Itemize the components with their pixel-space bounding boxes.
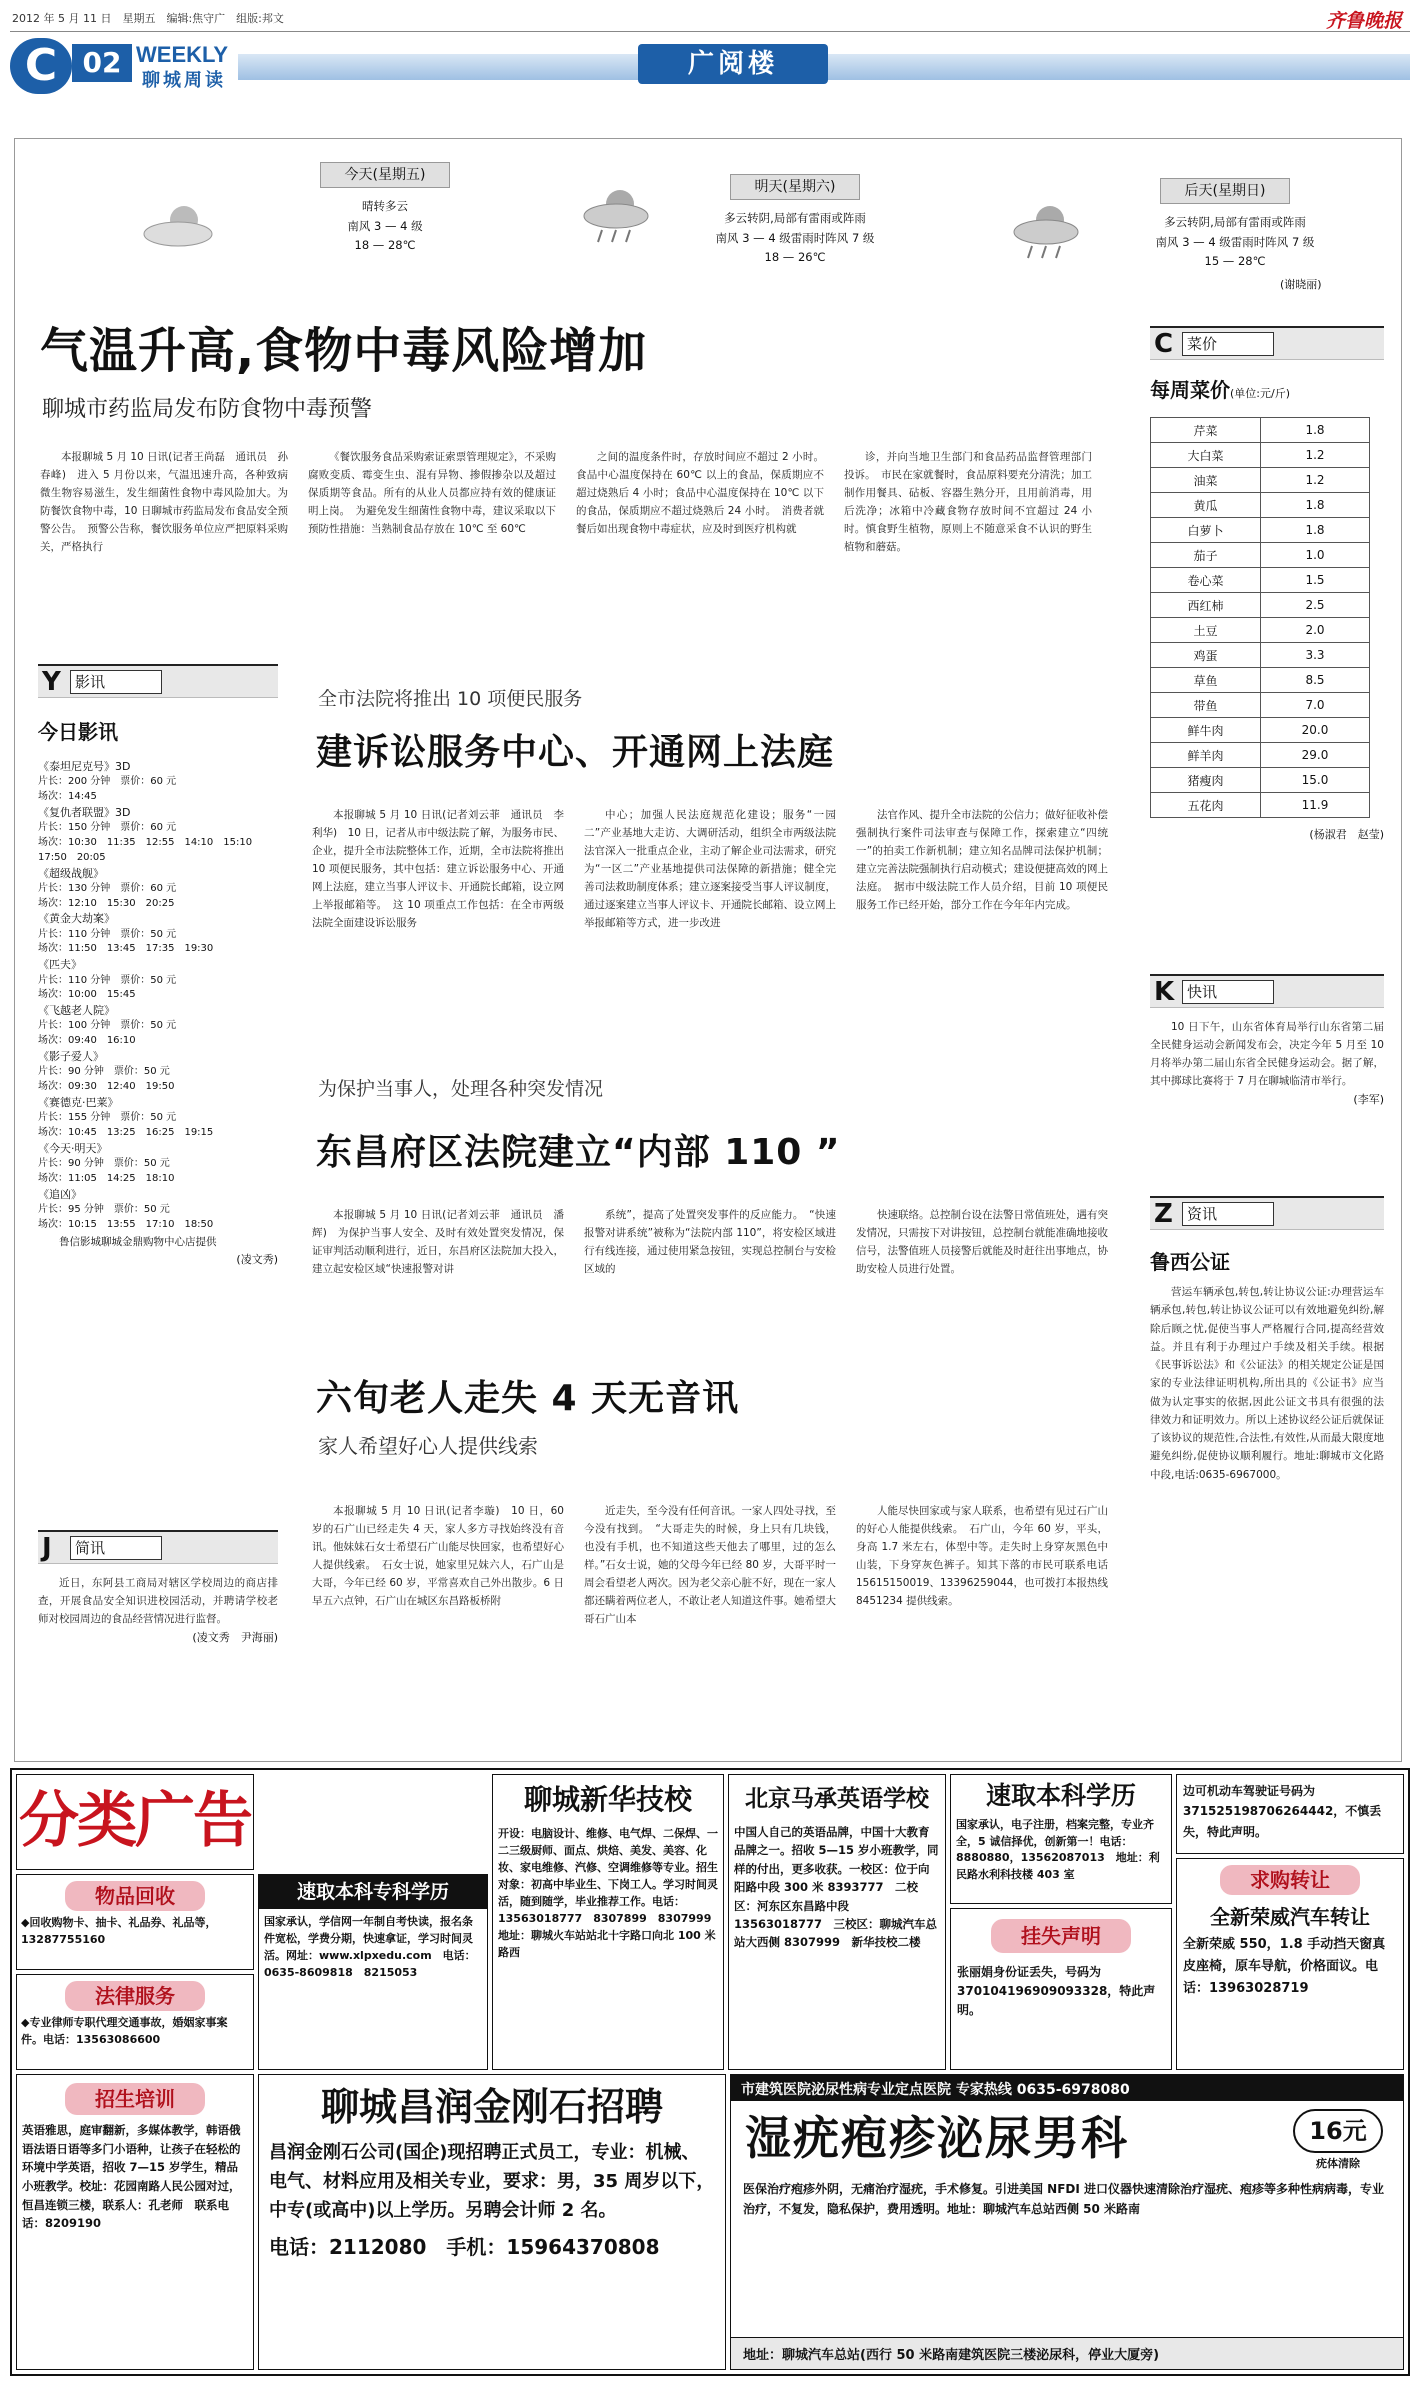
story-text: 中心；加强人民法庭规范化建设；服务“一园二”产业基地大走访、大调研活动，组织全市两级法院法官深入一批重点企业，主动了解企业司法需求，研究为“一区二”产业基地提供司法保障的新措施；健全完善司法救助制度体系；建立逐案接受当事人评议制度，通过逐案建立当事人评议卡、开通院长邮箱、设立网上举报邮箱等方式，进一步改进 [584, 809, 836, 930]
price-value: 1.0 [1261, 543, 1370, 568]
weather-temp: 15 — 28℃ [1204, 254, 1266, 268]
price-value: 8.5 [1261, 668, 1370, 693]
film-length-price: 片长：90 分钟 票价：50 元 [38, 1157, 170, 1169]
section-title: 广阅楼 [638, 44, 828, 84]
kuaixun-label: 快讯 [1182, 980, 1274, 1004]
ad-wupin-text: ◆回收购物卡、抽卡、礼品券、礼品等，13287755160 [21, 1916, 217, 1946]
brand-logo: 齐鲁晚报 [1325, 10, 1402, 32]
ad-sudu-title: 速取本科专科学历 [259, 1875, 487, 1909]
ad-mache-text: 中国人自己的英语品牌，中国十大教育品牌之一。招收 5—15 岁小班教学，同样的付出，更多收获。一校区：位于向阳路中段 300 米 8393777 二校区：河东区东昌路中段 13563018777 三校区：聊城汽车总站大西侧 8307999 新华技校二楼 [734, 1825, 939, 1950]
caijia-letter: C [1154, 328, 1174, 359]
story-text: 法官作风、提升全市法院的公信力；做好征收补偿强制执行案件司法审查与保障工作，探索建立“四统一”的拍卖工作新机制；建立知名品牌司法保护机制；建立完善法院强制执行启动模式；建设便捷高效的网上法庭。 据市中级法院工作人员介绍，目前 10 项便民服务工作已经开始，部分工作在今年年内完成。 [856, 809, 1108, 912]
caijia-box [1150, 326, 1384, 966]
page-number: 02 [72, 44, 132, 82]
film-showtimes: 场次：10:30 11:35 12:55 14:10 15:10 17:50 20:05 [38, 836, 263, 863]
film-length-price: 片长：95 分钟 票价：50 元 [38, 1203, 170, 1215]
price-row [1151, 568, 1370, 593]
ad-shizhen-price [1293, 2109, 1383, 2177]
ad-changrun-title: 聊城昌润金刚石招聘 [320, 2084, 663, 2129]
story4-col3 [856, 1502, 1108, 1752]
ad-shizhen-addr: 地址：聊城汽车总站(西行 50 米路南建筑医院三楼泌尿科，停业大厦旁) [731, 2337, 1403, 2369]
ad-jiashi-text: 边可机动车驾驶证号码为 371525198706264442，不慎丢失，特此声明。 [1183, 1784, 1382, 1839]
film-item [38, 866, 278, 912]
story-text: 10 日下午，山东省体育局举行山东省第二届全民健身运动会新闻发布会，决定今年 5 月至 10 月将举办第二届山东省全民健身运动会。据了解，其中掷球比赛将于 7 月在聊城临清市举行。 [1150, 1021, 1384, 1088]
ad-sudu [258, 1874, 488, 2070]
story2-col2 [584, 806, 836, 1046]
jianxun-credit: (凌文秀 尹海丽) [192, 1631, 278, 1645]
price-item: 五花肉 [1151, 793, 1261, 818]
price-item: 卷心菜 [1151, 568, 1261, 593]
ad-mache-title: 北京马承英语学校 [745, 1785, 929, 1812]
story3-kicker: 为保护当事人，处理各种突发情况 [318, 1078, 604, 1100]
price-row [1151, 493, 1370, 518]
ad-fenlei [16, 1774, 254, 1870]
story1-subtitle: 聊城市药监局发布防食物中毒预警 [42, 397, 373, 422]
ad-benke-title: 速取本科学历 [985, 1781, 1136, 1810]
weather-strip [20, 150, 1396, 300]
weather-after [1010, 162, 1396, 292]
film-length-price: 片长：110 分钟 票价：50 元 [38, 974, 177, 986]
film-item [38, 805, 278, 866]
ads-area [10, 1768, 1410, 2376]
price-value: 2.5 [1261, 593, 1370, 618]
zixun-letter: Z [1154, 1198, 1173, 1229]
weather-wind: 南风 3 — 4 级 [347, 219, 423, 233]
price-item: 芹菜 [1151, 418, 1261, 443]
zixun-text [1150, 1283, 1384, 1484]
price-value: 1.8 [1261, 418, 1370, 443]
weather-temp: 18 — 26℃ [764, 250, 826, 264]
ad-falv-title: 法律服务 [65, 1981, 205, 2011]
price-value: 1.8 [1261, 518, 1370, 543]
weather-temp: 18 — 28℃ [354, 238, 416, 252]
caijia-credit: (杨淑君 赵莹) [1309, 828, 1384, 841]
story3-col2 [584, 1206, 836, 1336]
ad-guashi-text: 张丽娟身份证丢失，号码为 370104196909093328，特此声明。 [957, 1965, 1156, 2018]
price-row [1151, 793, 1370, 818]
ad-sudu-text: 国家承认，学信网一年制自考快读，报名条件宽松，学费分期，快速拿证，学习时间灵活。网址：www.xlpxedu.com 电话：0635-8609818 8215053 [264, 1915, 476, 1980]
ad-falv [16, 1974, 254, 2070]
story3-col3 [856, 1206, 1108, 1336]
film-name: 《泰坦尼克号》3D [38, 760, 131, 773]
story2-col3 [856, 806, 1108, 1046]
rain-cloud-icon [1010, 202, 1090, 262]
price-caption: 疣体清除 [1316, 2157, 1360, 2170]
film-length-price: 片长：110 分钟 票价：50 元 [38, 928, 177, 940]
story1-col4 [844, 448, 1092, 648]
yingxun-label: 影讯 [70, 670, 162, 694]
price-row [1151, 643, 1370, 668]
story-text: 系统”，提高了处置突发事件的反应能力。 “快速报警对讲系统”被称为“法院内部 110”，将安检区域进行有线连接，通过使用紧急按钮，实现总控制台与安检区域的 [584, 1209, 836, 1276]
zixun-label: 资讯 [1182, 1202, 1274, 1226]
kuaixun-box [1150, 974, 1384, 1174]
price-value: 20.0 [1261, 718, 1370, 743]
ad-changrun-phone: 电话：2112080 手机：15964370808 [269, 2235, 660, 2260]
weather-tomorrow [580, 162, 980, 282]
story1-col2 [308, 448, 556, 648]
film-length-price: 片长：100 分钟 票价：50 元 [38, 1020, 177, 1032]
story-text: 诊，并向当地卫生部门和食品药品监督管理部门投诉。 市民在家就餐时，食品原料要充分清洗；加工制作用餐具、砧板、容器生熟分开，且用前消毒，用后洗净；冰箱中冷藏食物存放时间不宜超过 24 小时。慎食野生植物，原则上不随意采食不认识的野生植物和蘑菇。 [844, 451, 1092, 554]
film-item [38, 1141, 278, 1187]
caijia-label: 菜价 [1182, 332, 1274, 356]
film-item [38, 957, 278, 1003]
film-item [38, 1049, 278, 1095]
ad-zhaosheng [16, 2074, 254, 2370]
price-badge: 16元 [1293, 2109, 1383, 2153]
yingxun-header [38, 664, 278, 698]
story4-col1 [312, 1502, 564, 1752]
zixun-box [1150, 1196, 1384, 1756]
price-value: 15.0 [1261, 768, 1370, 793]
jianxun-letter: J [42, 1532, 52, 1563]
ad-guashi-title: 挂失声明 [991, 1919, 1131, 1953]
film-item [38, 759, 278, 805]
price-item: 鲜羊肉 [1151, 743, 1261, 768]
film-showtimes: 场次：09:40 16:10 [38, 1035, 136, 1047]
film-showtimes: 场次：09:30 12:40 19:50 [38, 1081, 175, 1093]
price-item: 大白菜 [1151, 443, 1261, 468]
weather-credit: (谢晓丽) [1280, 278, 1322, 291]
story3-title: 东昌府区法院建立“内部 110 ” [316, 1132, 841, 1173]
film-name: 《超级战舰》 [38, 866, 104, 880]
story-text: 本报聊城 5 月 10 日讯(记者王尚磊 通讯员 孙春峰) 进入 5 月份以来，气温迅速升高，各种致病微生物容易滋生，发生细菌性食物中毒风险加大。为防餐饮食物中毒，10 日聊城市药监局发布食品安全预警公告。 预警公告称，餐饮服务单位应严把原料采购关，严格执行 [40, 451, 288, 554]
story-text: 快速联络。总控制台设在法警日常值班处，遇有突发情况，只需按下对讲按钮，总控制台就能准确地接收信号，法警值班人员接警后就能及时赶往出事地点，协助安检人员进行处置。 [856, 1209, 1108, 1276]
price-row [1151, 593, 1370, 618]
weather-cond: 多云转阴,局部有雷雨或阵雨 [1164, 215, 1306, 229]
price-row [1151, 418, 1370, 443]
film-name: 《今天·明天》 [38, 1141, 108, 1155]
story2-title: 建诉讼服务中心、开通网上法庭 [316, 732, 835, 773]
price-value: 3.3 [1261, 643, 1370, 668]
film-showtimes: 场次：10:45 13:25 16:25 19:15 [38, 1126, 214, 1138]
film-showtimes: 场次：10:15 13:55 17:10 18:50 [38, 1218, 214, 1230]
film-name: 《飞越老人院》 [38, 1004, 115, 1018]
price-item: 猪瘦肉 [1151, 768, 1261, 793]
price-row [1151, 443, 1370, 468]
price-item: 鸡蛋 [1151, 643, 1261, 668]
story4-col2 [584, 1502, 836, 1752]
price-row [1151, 618, 1370, 643]
issue-meta: 2012 年 5 月 11 日 星期五 编辑:焦守广 组版:邦文 [12, 12, 284, 25]
ad-changrun-text: 昌润金刚石公司(国企)现招聘正式员工，专业：机械、电气、材料应用及相关专业，要求：男，35 周岁以下，中专(或高中)以上学历。另聘会计师 2 名。 [269, 2142, 715, 2221]
ad-zhaosheng-text: 英语雅思，庭审翻新，多媒体教学，韩语俄语法语日语等多门小语种，让孩子在轻松的环境中学英语，招收 7—15 岁学生，精品小班教学。校址：花园南路人民公园对过，恒昌连锁三楼，联系人：孔老师 联系电话：8209190 [22, 2123, 241, 2231]
kuaixun-text [1150, 1018, 1384, 1090]
ad-qiugou-title: 求购转让 [1220, 1865, 1360, 1895]
film-showtimes: 场次：14:45 [38, 791, 97, 803]
film-name: 《黄金大劫案》 [38, 912, 115, 926]
jianxun-text [38, 1574, 278, 1628]
ad-guashi [950, 1908, 1172, 2070]
price-item: 白萝卜 [1151, 518, 1261, 543]
kuaixun-letter: K [1154, 976, 1175, 1007]
topbar [10, 4, 1410, 32]
caijia-unit: (单位:元/斤) [1230, 387, 1290, 400]
price-value: 1.2 [1261, 468, 1370, 493]
jianxun-box [38, 1530, 278, 1730]
caijia-title-text: 每周菜价 [1150, 378, 1230, 402]
story-text: 营运车辆承包,转包,转让协议公证:办理营运车辆承包,转包,转让协议公证可以有效地避免纠纷,解除后顾之忧,促使当事人严格履行合同,提高经营效益。并且有利于办理过户手续及相关手续。根据《民事诉讼法》和《公证法》的相关规定公证是国家的专业法律证明机构,所出具的《公证书》应当做为认定事实的依据,因此公证文书具有很强的法律效力和证明效力。所以上述协议经公证后就保证了该协议的规范性,合法性,有效性,从而最大限度地避免纠纷,促使协议顺利履行。地址:聊城市文化路中段,电话:0635-6967000。 [1150, 1286, 1384, 1481]
ad-jiashi [1176, 1774, 1404, 1854]
jianxun-header [38, 1530, 278, 1564]
yingxun-box [38, 664, 278, 1514]
price-table [1150, 417, 1370, 818]
price-row [1151, 468, 1370, 493]
price-item: 草鱼 [1151, 668, 1261, 693]
price-value: 1.8 [1261, 493, 1370, 518]
film-name: 《复仇者联盟》3D [38, 805, 131, 819]
price-item: 黄瓜 [1151, 493, 1261, 518]
film-item [38, 1187, 278, 1233]
film-length-price: 片长：200 分钟 票价：60 元 [38, 776, 177, 788]
ad-qiugou [1176, 1858, 1404, 2070]
kuaixun-credit: (李军) [1353, 1093, 1384, 1107]
zixun-header [1150, 1196, 1384, 1230]
story1-col1 [40, 448, 288, 648]
ad-rongwei-title: 全新荣威汽车转让 [1210, 1905, 1370, 1929]
film-item [38, 1003, 278, 1049]
weather-day-label: 明天(星期六) [730, 174, 860, 200]
story-text: 本报聊城 5 月 10 日讯(记者李璇) 10 日，60 岁的石广山已经走失 4 天，家人多方寻找始终没有音讯。他妹妹石女士希望石广山能尽快回家，也希望好心人提供线索。 石女士说，她家里兄妹六人，石广山是大哥，今年已经 60 岁，平常喜欢自己外出散步。6 日早五六点钟，石广山在城区东昌路板桥附 [312, 1505, 564, 1608]
ad-xinhua-title: 聊城新华技校 [523, 1783, 692, 1816]
ad-rongwei-text: 全新荣威 550，1.8 手动挡天窗真皮座椅，原车导航，价格面议。电话：13963028719 [1183, 1937, 1386, 1997]
price-row [1151, 718, 1370, 743]
story-text: 人能尽快回家或与家人联系，也希望有见过石广山的好心人能提供线索。 石广山，今年 60 岁，平头，身高 1.7 米左右，体型中等。走失时上身穿灰黑色中山装，下身穿灰色裤子。知其下落的市民可联系电话 15615150019、13396259044，也可拨打本报热线 8451234 提供线索。 [856, 1505, 1108, 1608]
price-row [1151, 543, 1370, 568]
jianxun-label: 简讯 [70, 1536, 162, 1560]
film-showtimes: 场次：11:05 14:25 18:10 [38, 1172, 175, 1184]
film-showtimes: 场次：11:50 13:45 17:35 19:30 [38, 943, 214, 955]
weather-wind: 南风 3 — 4 级雷雨时阵风 7 级 [1155, 235, 1315, 249]
price-row [1151, 668, 1370, 693]
ad-shizhen-title: 湿疣疱疹泌尿男科 [745, 2111, 1129, 2165]
yingxun-letter: Y [42, 666, 61, 697]
yingxun-credit: (凌文秀) [236, 1253, 278, 1267]
weekly-title: 聊城周读 [142, 70, 226, 91]
film-name: 《匹夫》 [38, 958, 82, 972]
kuaixun-header [1150, 974, 1384, 1008]
ad-xinhua-text: 开设：电脑设计、维修、电气焊、二保焊、一二三级厨师、面点、烘焙、美发、美容、化妆、家电维修、汽修、空调维修等专业。招生对象：初高中毕业生、下岗工人。学习时间灵活，随到随学，毕业推荐工作。电话：13563018777 8307899 8307999 地址：聊城火车站站北十字路口向北 100 米路西 [498, 1827, 723, 1960]
story-text: 近日，东阿县工商局对辖区学校周边的商店排查，开展食品安全知识进校园活动，并聘请学校老师对校园周边的食品经营情况进行监督。 [38, 1577, 278, 1626]
film-showtimes: 场次：12:10 15:30 20:25 [38, 897, 175, 909]
weather-day-label: 后天(星期日) [1160, 178, 1290, 204]
story1-col3 [576, 448, 824, 648]
story2-kicker: 全市法院将推出 10 项便民服务 [318, 688, 583, 710]
story1-title: 气温升高,食物中毒风险增加 [40, 323, 648, 379]
price-row [1151, 768, 1370, 793]
caijia-title [1150, 374, 1384, 403]
ad-shizhen-text: 医保治疗疱疹外阴，无痛治疗湿疣，手术修复。引进美国 NFDI 进口仪器快速清除治疗湿疣、疱疹等多种性病病毒，专业治疗，不复发，隐私保护，费用透明。地址：聊城汽车总站西侧 50 米路南 [743, 2182, 1385, 2217]
film-length-price: 片长：150 分钟 票价：60 元 [38, 822, 177, 834]
price-item: 土豆 [1151, 618, 1261, 643]
ad-changrun [258, 2074, 726, 2370]
story-text: 之间的温度条件时，存放时间应不超过 2 小时。食品中心温度保持在 60℃ 以上的食品，保质期应不超过烧熟后 4 小时；食品中心温度保持在 10℃ 以下的食品，保质期应不超过烧熟后 24 小时。 消费者就餐后如出现食物中毒症状，应及时到医疗机构就 [576, 451, 824, 536]
story-text: 《餐饮服务食品采购索证索票管理规定》，不采购腐败变质、霉变生虫、混有异物、掺假掺杂以及超过保质期等食品。所有的从业人员都应持有效的健康证明上岗。 为避免发生细菌性食物中毒，建议采取以下预防性措施：当熟制食品存放在 10℃ 至 60℃ [308, 451, 556, 536]
price-row [1151, 743, 1370, 768]
ad-wupin [16, 1874, 254, 1970]
price-value: 1.2 [1261, 443, 1370, 468]
price-item: 鲜牛肉 [1151, 718, 1261, 743]
zixun-title: 鲁西公证 [1150, 1250, 1230, 1274]
price-value: 1.5 [1261, 568, 1370, 593]
film-length-price: 片长：130 分钟 票价：60 元 [38, 882, 177, 894]
cloud-icon [140, 202, 220, 248]
ad-benke-text: 国家承认，电子注册，档案完整，专业齐全，5 诚信择优，创新第一！电话：8880880，13562087013 地址：利民路水利科技楼 403 室 [956, 1818, 1160, 1881]
ad-falv-text: ◆专业律师专职代理交通事故，婚姻家事案件。电话：13563086600 [21, 2016, 228, 2046]
ad-shizhen [730, 2074, 1404, 2370]
film-name: 《赛德克·巴莱》 [38, 1095, 119, 1109]
story4-title: 六旬老人走失 4 天无音讯 [316, 1378, 740, 1419]
price-item: 茄子 [1151, 543, 1261, 568]
film-length-price: 片长：90 分钟 票价：50 元 [38, 1066, 170, 1078]
caijia-header [1150, 326, 1384, 360]
price-value: 7.0 [1261, 693, 1370, 718]
film-name: 《影子爱人》 [38, 1049, 104, 1063]
weather-cond: 晴转多云 [362, 199, 408, 213]
ad-xinhua [492, 1774, 724, 2070]
weather-day-label: 今天(星期五) [320, 162, 450, 188]
weather-cond: 多云转阴,局部有雷雨或阵雨 [724, 211, 866, 225]
weekly-label: WEEKLY [136, 42, 229, 67]
price-item: 油菜 [1151, 468, 1261, 493]
price-row [1151, 693, 1370, 718]
ad-wupin-title: 物品回收 [65, 1881, 205, 1911]
price-value: 11.9 [1261, 793, 1370, 818]
yingxun-note: 鲁信影城聊城金鼎购物中心店提供 [59, 1236, 217, 1249]
story3-col1 [312, 1206, 564, 1336]
story-text: 近走失，至今没有任何音讯。一家人四处寻找，至今没有找到。 “大哥走失的时候，身上只有几块钱，也没有手机，也不知道这些天他去了哪里，过的怎么样。”石女士说，她的父母今年已经 80 岁，大哥平时一周会看望老人两次。因为老父亲心脏不好，现在一家人都还瞒着两位老人，不敢让老人知道这件事。她希望大哥石广山本 [584, 1505, 836, 1626]
film-name: 《追凶》 [38, 1187, 82, 1201]
price-value: 2.0 [1261, 618, 1370, 643]
film-list [38, 759, 278, 1232]
price-item: 带鱼 [1151, 693, 1261, 718]
ad-mache [728, 1774, 946, 2070]
film-item [38, 1095, 278, 1141]
ad-benke [950, 1774, 1172, 1904]
story-text: 本报聊城 5 月 10 日讯(记者刘云菲 通讯员 潘辉) 为保护当事人安全、及时有效处置突发情况，保证审判活动顺利进行，近日，东昌府区法院加大投入，建立起安检区域“快速报警对讲 [312, 1209, 564, 1276]
story-text: 本报聊城 5 月 10 日讯(记者刘云菲 通讯员 李利华) 10 日，记者从市中级法院了解，为服务市民、企业，提升全市法院整体工作，近期，全市法院将推出 10 项便民服务，其中包括：建立诉讼服务中心、开通网上法庭，建立当事人评议卡、开通院长邮箱，设立网上举报邮箱等。 这 10 项重点工作包括：在全市两级法院全面建设诉讼服务 [312, 809, 564, 930]
yingxun-title: 今日影讯 [38, 720, 118, 744]
film-length-price: 片长：155 分钟 票价：50 元 [38, 1112, 177, 1124]
film-showtimes: 场次：10:00 15:45 [38, 989, 136, 1001]
rain-cloud-icon [580, 186, 660, 246]
weather-today [140, 162, 560, 282]
ad-fenlei-title: 分类广告 [19, 1786, 251, 1856]
price-item: 西红柿 [1151, 593, 1261, 618]
film-item [38, 911, 278, 957]
price-value: 29.0 [1261, 743, 1370, 768]
ad-shizhen-top: 市建筑医院泌尿性病专业定点医院 专家热线 0635-6978080 [731, 2075, 1403, 2101]
masthead [10, 38, 1410, 94]
story4-subtitle: 家人希望好心人提供线索 [318, 1434, 538, 1458]
weather-wind: 南风 3 — 4 级雷雨时阵风 7 级 [715, 231, 875, 245]
ad-zhaosheng-title: 招生培训 [65, 2083, 205, 2115]
price-row [1151, 518, 1370, 543]
page-badge: C [10, 38, 72, 94]
story2-col1 [312, 806, 564, 1046]
